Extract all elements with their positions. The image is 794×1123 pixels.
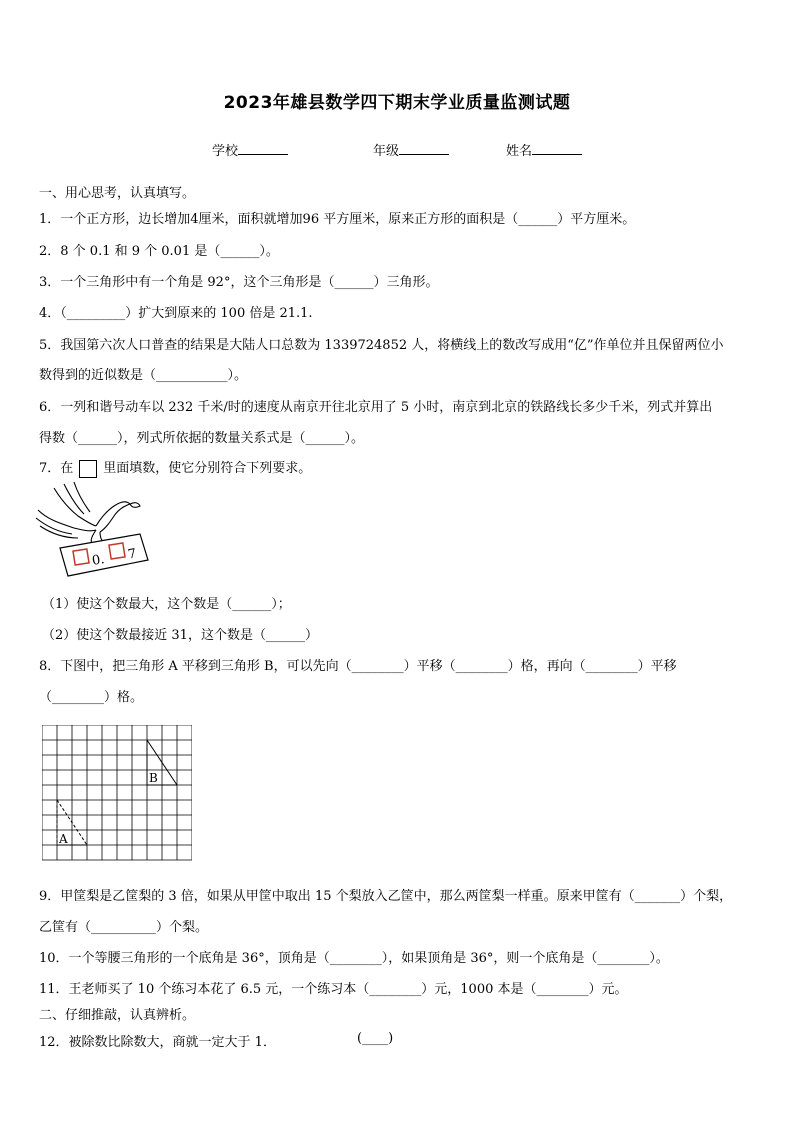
- question-9-line-2: 乙筐有（__________）个梨。: [39, 920, 209, 935]
- card-digit: 7: [126, 546, 138, 563]
- question-8-line-1: 8．下图中，把三角形 A 平移到三角形 B，可以先向（________）平移（________）格，再向（________）平移: [39, 659, 677, 674]
- name-blank[interactable]: [532, 142, 582, 155]
- school-field: [212, 140, 288, 159]
- card-text: 0.: [90, 552, 106, 569]
- question-4: 4．（_________）扩大到原来的 100 倍是 21.1.: [39, 306, 313, 321]
- question-7-suffix: 里面填数，使它分别符合下列要求。: [103, 461, 312, 476]
- question-11: 11．王老师买了 10 个练习本花了 6.5 元，一个练习本（________）元，1000 本是（________）元。: [39, 982, 628, 997]
- question-12: [39, 1031, 774, 1050]
- question-3: 3．一个三角形中有一个角是 92°，这个三角形是（______）三角形。: [39, 275, 439, 290]
- question-9-line-1: 9．甲筐梨是乙筐梨的 3 倍，如果从甲筐中取出 15 个梨放入乙筐中，那么两筐梨一样重。原来甲筐有（_______）个梨，: [39, 889, 733, 904]
- question-5-line-2: 数得到的近似数是（___________）。: [39, 368, 248, 383]
- question-6-line-1: 6．一列和谐号动车以 232 千米/时的速度从南京开往北京用了 5 小时，南京到北京的铁路线长多少千米，列式并算出: [39, 400, 713, 415]
- grade-blank[interactable]: [399, 142, 449, 155]
- bird-card-illustration: [34, 480, 164, 580]
- section-heading-1: 一、用心思考，认真填写。: [39, 186, 196, 201]
- section-heading-2: 二、仔细推敲，认真辨析。: [39, 1008, 196, 1023]
- question-7-prefix: 7．在: [39, 461, 74, 476]
- question-7-part-2: （2）使这个数最接近 31，这个数是（______）: [42, 628, 318, 643]
- question-7-part-1: （1）使这个数最大，这个数是（______）；: [42, 597, 291, 612]
- question-7: [39, 457, 774, 478]
- question-8-line-2: （________）格。: [39, 690, 144, 705]
- page-title: 2023年雄县数学四下期末学业质量监测试题: [223, 93, 571, 113]
- label-b: B: [149, 771, 158, 785]
- school-blank[interactable]: [238, 142, 288, 155]
- grade-label: 年级: [373, 144, 400, 159]
- question-5-line-1: 5．我国第六次人口普查的结果是大陆人口总数为 1339724852 人，将横线上的数改写成用“亿”作单位并且保留两位小: [39, 338, 724, 353]
- label-a: A: [59, 832, 68, 846]
- school-label: 学校: [212, 144, 239, 159]
- bird-icon: [36, 482, 140, 544]
- name-field: [506, 140, 582, 159]
- name-label: 姓名: [506, 144, 533, 159]
- question-2: 2．8 个 0.1 和 9 个 0.01 是（______）。: [39, 244, 279, 259]
- translation-grid: [42, 725, 192, 861]
- question-12-text: 12．被除数比除数大，商就一定大于 1．: [39, 1035, 276, 1050]
- square-box-icon: [79, 460, 97, 478]
- question-10: 10．一个等腰三角形的一个底角是 36°，顶角是（________），如果顶角是 36°，则一个底角是（________）。: [39, 951, 669, 966]
- grade-field: [373, 140, 449, 159]
- question-6-line-2: 得数（______），列式所依据的数量关系式是（______）。: [39, 431, 365, 446]
- question-1: 1．一个正方形，边长增加4厘米，面积就增加96 平方厘米，原来正方形的面积是（______）平方厘米。: [39, 212, 636, 227]
- question-12-answer-blank[interactable]: (____): [357, 1031, 394, 1046]
- number-card: [60, 534, 148, 576]
